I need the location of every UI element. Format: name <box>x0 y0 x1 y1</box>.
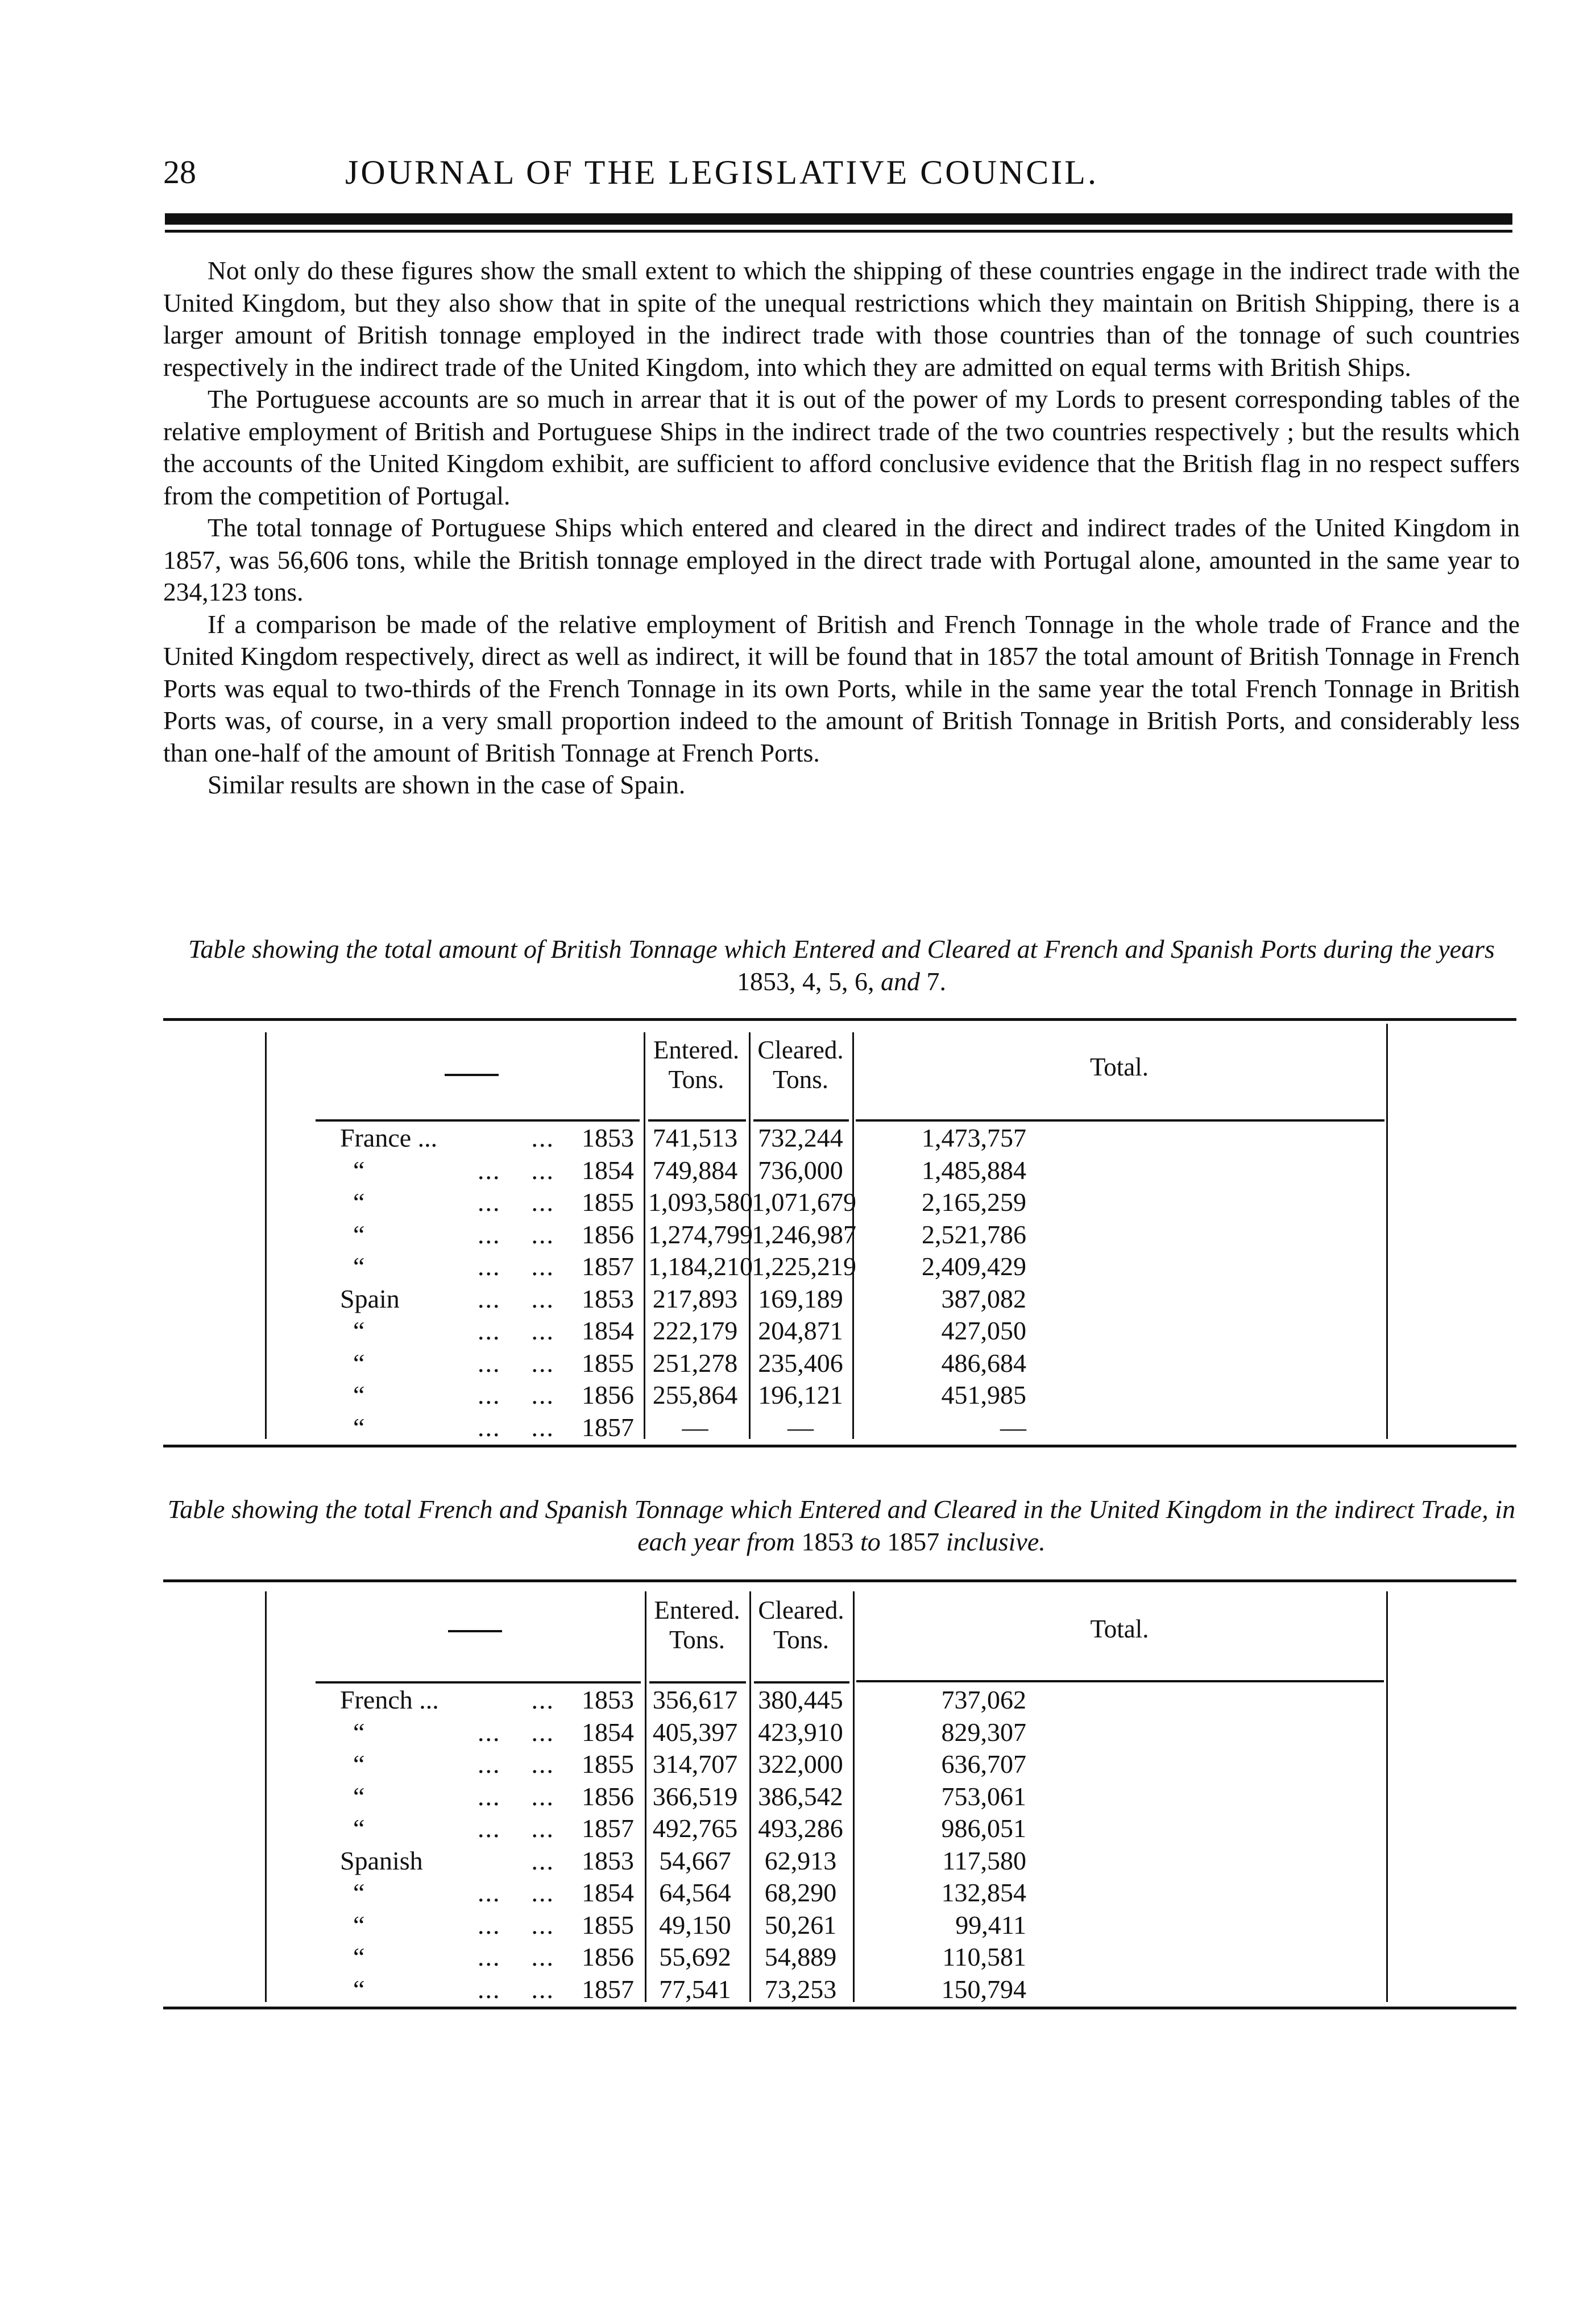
row-leaders: ... ... <box>478 1749 554 1778</box>
entered-tons: 356,617 <box>652 1685 738 1714</box>
entered-tons: — <box>682 1412 708 1442</box>
total-tons: 2,521,786 <box>922 1219 1026 1249</box>
total-header: Total. <box>1090 1615 1149 1643</box>
cleared-tons: 62,913 <box>764 1846 837 1875</box>
cleared-tons: 196,121 <box>758 1380 843 1409</box>
table-row <box>0 1716 1596 1748</box>
row-year: 1855 <box>582 1749 634 1778</box>
row-leaders: ... ... <box>478 1781 554 1811</box>
table-row <box>0 1876 1596 1909</box>
row-label: “ <box>340 1155 365 1185</box>
row-label: “ <box>340 1910 365 1939</box>
row-leaders: ... ... <box>478 1348 554 1378</box>
table-row <box>0 1122 1596 1154</box>
paragraph: The total tonnage of Portuguese Ships which entered and cleared in the direct and indirect trades of the United Kingdom in 1857, was 56,606 tons, while the British tonnage employed in the direct trade with Portugal alone, amounted in the same year to 234,123 tons. <box>163 513 1520 606</box>
entered-tons: 55,692 <box>659 1942 731 1971</box>
table-title: Table showing the total amount of British Tonnage which Entered and Cleared at French and Spanish Ports during the years 1853, 4, 5, 6, and 7. <box>188 934 1495 996</box>
table-row <box>0 1973 1596 2005</box>
cleared-tons: 493,286 <box>758 1814 843 1843</box>
cleared-tons: 322,000 <box>758 1749 843 1778</box>
total-tons: 132,854 <box>941 1878 1026 1907</box>
total-tons: 986,051 <box>941 1814 1026 1843</box>
entered-tons: 251,278 <box>652 1348 738 1378</box>
entered-tons: 749,884 <box>652 1155 738 1185</box>
total-header: Total. <box>1089 1053 1149 1081</box>
row-label: “ <box>340 1717 365 1747</box>
row-year: 1857 <box>582 1974 634 2004</box>
table-row <box>0 1909 1596 1941</box>
stub-header-dash <box>448 1630 502 1632</box>
row-year: 1855 <box>582 1910 634 1939</box>
stub-header-dash <box>445 1074 499 1076</box>
row-label: “ <box>340 1781 365 1811</box>
total-tons: 2,165,259 <box>922 1188 1026 1217</box>
cleared-tons: 204,871 <box>758 1316 843 1345</box>
cleared-tons: 73,253 <box>764 1974 837 2004</box>
running-title: JOURNAL OF THE LEGISLATIVE COUNCIL. <box>345 154 1098 191</box>
row-label: “ <box>340 1942 365 1971</box>
entered-tons: 405,397 <box>652 1717 738 1747</box>
row-leaders: ... ... <box>478 1942 554 1971</box>
total-tons: 636,707 <box>941 1749 1026 1778</box>
cleared-tons: 68,290 <box>764 1878 837 1907</box>
total-tons: 99,411 <box>955 1910 1026 1939</box>
table-row <box>0 1941 1596 1973</box>
row-label: “ <box>340 1188 365 1217</box>
table-row <box>0 1684 1596 1716</box>
row-year: 1853 <box>582 1284 634 1313</box>
table-row <box>0 1812 1596 1844</box>
table-bottom-rule <box>163 1445 1516 1447</box>
row-label: “ <box>340 1380 365 1409</box>
total-tons: 2,409,429 <box>922 1252 1026 1281</box>
row-label: “ <box>340 1749 365 1778</box>
row-label: “ <box>340 1412 365 1442</box>
body-text <box>163 255 1520 801</box>
table-row <box>0 1347 1596 1379</box>
row-leaders: ... <box>531 1846 554 1875</box>
cleared-tons: 235,406 <box>758 1348 843 1378</box>
total-tons: 387,082 <box>941 1284 1026 1313</box>
total-tons: 150,794 <box>941 1974 1026 2004</box>
row-year: 1854 <box>582 1155 634 1185</box>
entered-tons: 54,667 <box>659 1846 731 1875</box>
entered-tons: 217,893 <box>652 1284 738 1313</box>
entered-tons: 255,864 <box>652 1380 738 1409</box>
row-year: 1854 <box>582 1316 634 1345</box>
entered-header: Entered. Tons. <box>653 1036 740 1094</box>
row-leaders: ... ... <box>478 1910 554 1939</box>
total-tons: 117,580 <box>942 1846 1026 1875</box>
row-leaders: ... ... <box>478 1974 554 2004</box>
table-row <box>0 1844 1596 1877</box>
table-bottom-rule <box>163 2007 1516 2009</box>
row-leaders: ... <box>531 1685 554 1714</box>
entered-header: Entered. Tons. <box>654 1596 740 1654</box>
row-year: 1856 <box>582 1380 634 1409</box>
row-year: 1853 <box>582 1846 634 1875</box>
table-row <box>0 1218 1596 1251</box>
cleared-tons: 54,889 <box>764 1942 837 1971</box>
row-year: 1856 <box>582 1219 634 1249</box>
entered-tons: 222,179 <box>652 1316 738 1345</box>
row-year: 1853 <box>582 1123 634 1152</box>
table-top-rule <box>163 1018 1516 1021</box>
table-row <box>0 1748 1596 1780</box>
header-underline <box>856 1680 1384 1682</box>
cleared-tons: 169,189 <box>758 1284 843 1313</box>
row-leaders: ... ... <box>478 1155 554 1185</box>
entered-tons: 741,513 <box>652 1123 738 1152</box>
paragraph: Not only do these figures show the small extent to which the shipping of these countries engage in the indirect trade with the United Kingdom, but they also show that in spite of the unequal restrictions which they maintain on British Shipping, there is a larger amount of British tonnage employed in the indirect trade with those countries than of the tonnage of such countries respectively in the indirect trade of the United Kingdom, into which they are admitted on equal terms with British Ships. <box>163 256 1520 382</box>
row-year: 1857 <box>582 1412 634 1442</box>
paragraph: The Portuguese accounts are so much in arrear that it is out of the power of my Lords to present corresponding tables of the relative employment of British and Portuguese Ships in the indirect trade of the two countries respectively ; but the results which the accounts of the United Kingdom exhibit, are sufficient to afford conclusive evidence that the British flag in no respect suffers from the competition of Portugal. <box>163 384 1520 510</box>
table-row <box>0 1314 1596 1347</box>
paragraph: If a comparison be made of the relative employment of British and French Tonnage in the whole trade of France and the United Kingdom respectively, direct as well as indirect, it will be found that in 1857 the total amount of British Tonnage in French Ports was equal to two-thirds of the French Tonnage in its own Ports, while in the same year the total French Tonnage in British Ports was, of course, in a very small proportion indeed to the amount of British Tonnage in British Ports, and considerably less than one-half of the amount of British Tonnage at French Ports. <box>163 609 1520 767</box>
cleared-tons: 380,445 <box>758 1685 843 1714</box>
cleared-header: Cleared. Tons. <box>758 1596 844 1654</box>
row-label: “ <box>340 1878 365 1907</box>
row-year: 1857 <box>582 1252 634 1281</box>
total-tons: 753,061 <box>941 1781 1026 1811</box>
cleared-tons: 423,910 <box>758 1717 843 1747</box>
row-year: 1855 <box>582 1348 634 1378</box>
row-leaders: ... ... <box>478 1284 554 1313</box>
table-row <box>0 1379 1596 1411</box>
cleared-tons: 50,261 <box>764 1910 837 1939</box>
cleared-tons: — <box>787 1412 814 1442</box>
paragraph: Similar results are shown in the case of Spain. <box>208 770 686 799</box>
row-label: French ... <box>340 1685 439 1714</box>
row-label: “ <box>340 1252 365 1281</box>
row-leaders: ... ... <box>478 1717 554 1747</box>
cleared-tons: 1,071,679 <box>752 1188 856 1217</box>
cleared-tons: 736,000 <box>758 1155 843 1185</box>
row-year: 1854 <box>582 1717 634 1747</box>
total-tons: 737,062 <box>941 1685 1026 1714</box>
row-year: 1855 <box>582 1188 634 1217</box>
table-row <box>0 1250 1596 1283</box>
table-row <box>0 1283 1596 1315</box>
row-year: 1854 <box>582 1878 634 1907</box>
page-number: 28 <box>163 154 196 191</box>
row-label: “ <box>340 1348 365 1378</box>
cleared-tons: 1,246,987 <box>752 1219 856 1249</box>
row-label: France ... <box>340 1123 438 1152</box>
row-year: 1856 <box>582 1942 634 1971</box>
row-leaders: ... ... <box>478 1412 554 1442</box>
table-row <box>0 1154 1596 1186</box>
row-label: Spanish <box>340 1846 423 1875</box>
row-label: “ <box>340 1219 365 1249</box>
entered-tons: 492,765 <box>652 1814 738 1843</box>
row-leaders: ... ... <box>478 1814 554 1843</box>
header-rule-thin <box>165 230 1512 233</box>
row-leaders: ... ... <box>478 1188 554 1217</box>
entered-tons: 77,541 <box>659 1974 731 2004</box>
entered-tons: 1,274,799 <box>648 1219 753 1249</box>
row-label: Spain <box>340 1284 400 1313</box>
row-leaders: ... ... <box>478 1252 554 1281</box>
total-tons: 427,050 <box>941 1316 1026 1345</box>
entered-tons: 49,150 <box>659 1910 731 1939</box>
total-tons: — <box>1000 1412 1026 1442</box>
total-tons: 829,307 <box>941 1717 1026 1747</box>
row-leaders: ... ... <box>478 1878 554 1907</box>
row-label: “ <box>340 1974 365 2004</box>
entered-tons: 1,184,210 <box>648 1252 753 1281</box>
row-year: 1857 <box>582 1814 634 1843</box>
row-year: 1853 <box>582 1685 634 1714</box>
row-label: “ <box>340 1316 365 1345</box>
row-leaders: ... <box>531 1123 554 1152</box>
table-row <box>0 1780 1596 1813</box>
row-leaders: ... ... <box>478 1380 554 1409</box>
table-title: Table showing the total French and Spanish Tonnage which Entered and Cleared in the United Kingdom in the indirect Trade, in each year from 1853 to 1857 inclusive. <box>167 1495 1516 1556</box>
cleared-tons: 732,244 <box>758 1123 843 1152</box>
total-tons: 110,581 <box>942 1942 1026 1971</box>
header-rule-thick <box>165 213 1512 225</box>
cleared-tons: 386,542 <box>758 1781 843 1811</box>
total-tons: 1,485,884 <box>922 1155 1026 1185</box>
table-row <box>0 1186 1596 1218</box>
cleared-tons: 1,225,219 <box>752 1252 856 1281</box>
entered-tons: 366,519 <box>652 1781 738 1811</box>
total-tons: 486,684 <box>941 1348 1026 1378</box>
entered-tons: 1,093,580 <box>648 1188 753 1217</box>
table-top-rule <box>163 1579 1516 1582</box>
entered-tons: 314,707 <box>652 1749 738 1778</box>
row-year: 1856 <box>582 1781 634 1811</box>
cleared-header: Cleared. Tons. <box>757 1036 844 1094</box>
row-leaders: ... ... <box>478 1219 554 1249</box>
entered-tons: 64,564 <box>659 1878 731 1907</box>
row-label: “ <box>340 1814 365 1843</box>
table-row <box>0 1411 1596 1443</box>
row-leaders: ... ... <box>478 1316 554 1345</box>
total-tons: 1,473,757 <box>922 1123 1026 1152</box>
total-tons: 451,985 <box>941 1380 1026 1409</box>
